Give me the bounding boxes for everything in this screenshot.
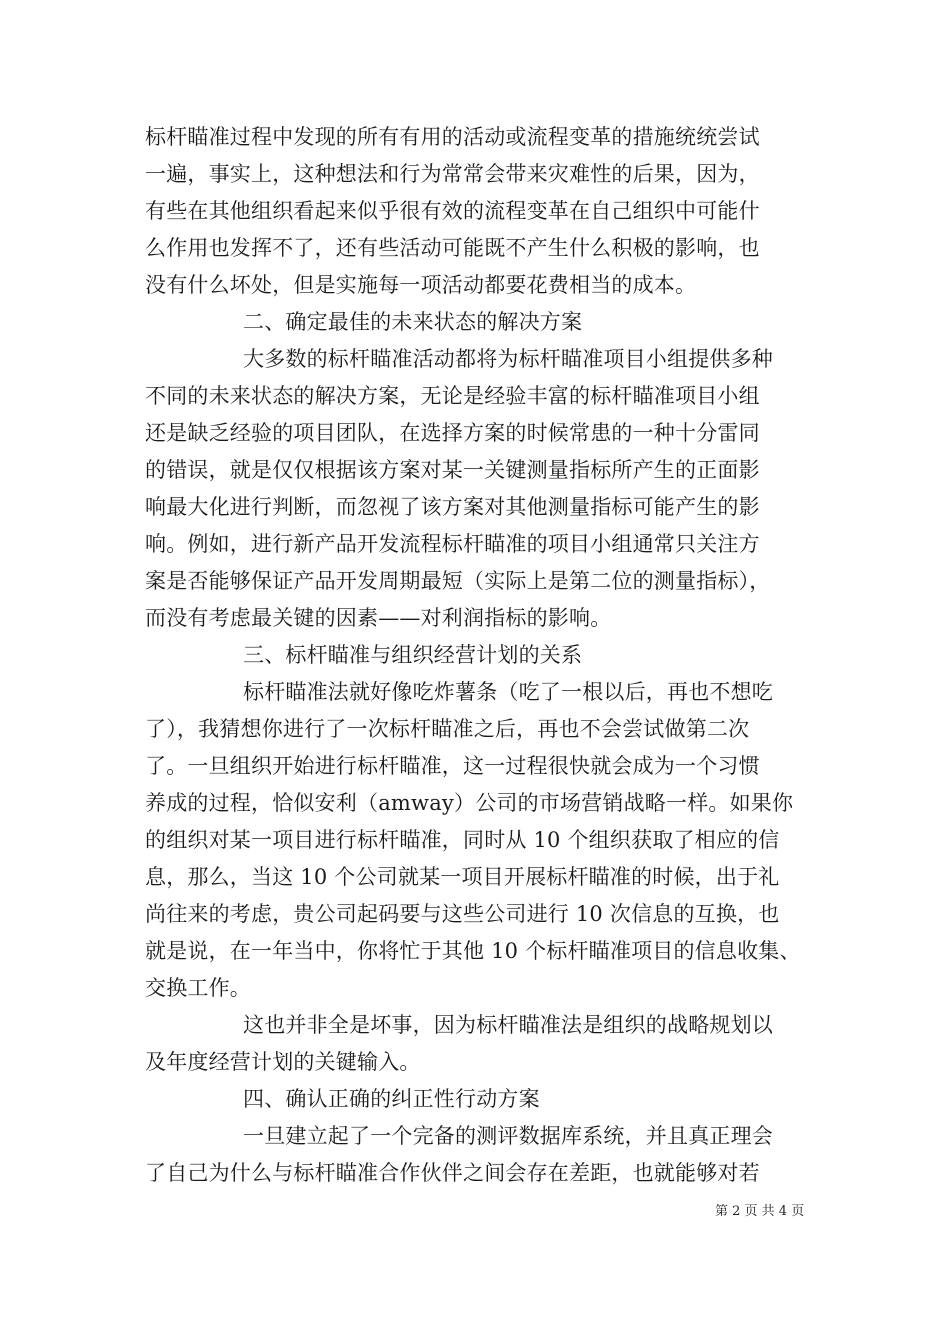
body-text-line: 标杆瞄准法就好像吃炸薯条（吃了一根以后，再也不想吃 [243,680,773,704]
body-text-line: 一旦建立起了一个完备的测评数据库系统，并且真正理会 [243,1124,773,1148]
section-heading-2: 二、确定最佳的未来状态的解决方案 [243,310,583,334]
body-text-line: 响最大化进行判断，而忽视了该方案对其他测量指标可能产生的影 [145,495,760,519]
body-text-line: 息，那么，当这 10 个公司就某一项目开展标杆瞄准的时候，出于礼 [145,865,780,889]
body-text-line: 响。例如，进行新产品开发流程标杆瞄准的项目小组通常只关注方 [145,532,760,556]
body-text-line: 这也并非全是坏事，因为标杆瞄准法是组织的战略规划以 [243,1013,773,1037]
body-text-line: 有些在其他组织看起来似乎很有效的流程变革在自己组织中可能什 [145,199,760,223]
section-heading-3: 三、标杆瞄准与组织经营计划的关系 [243,643,583,667]
body-text-line: 了自己为什么与标杆瞄准合作伙伴之间会存在差距，也就能够对若 [145,1161,760,1185]
body-text-line: 不同的未来状态的解决方案，无论是经验丰富的标杆瞄准项目小组 [145,384,760,408]
body-text-line: 没有什么坏处，但是实施每一项活动都要花费相当的成本。 [145,273,697,297]
body-text-line: 养成的过程，恰似安利（amway）公司的市场营销战略一样。如果你 [145,791,794,815]
body-text-line: 及年度经营计划的关键输入。 [145,1050,421,1074]
body-text-line: 的组织对某一项目进行标杆瞄准，同时从 10 个组织获取了相应的信 [145,828,780,852]
page-number-footer: 第 2 页 共 4 页 [715,1204,805,1219]
body-text-line: 的错误，就是仅仅根据该方案对某一关键测量指标所产生的正面影 [145,458,760,482]
body-text-line: 一遍，事实上，这种想法和行为常常会带来灾难性的后果，因为， [145,162,760,186]
body-text-line: 交换工作。 [145,976,251,1000]
body-text-line: 而没有考虑最关键的因素——对利润指标的影响。 [145,606,612,630]
body-text-line: 么作用也发挥不了，还有些活动可能既不产生什么积极的影响，也 [145,236,760,260]
body-text-line: 还是缺乏经验的项目团队，在选择方案的时候常患的一种十分雷同 [145,421,760,445]
body-text-line: 了。一旦组织开始进行标杆瞄准，这一过程很快就会成为一个习惯 [145,754,760,778]
body-text-line: 标杆瞄准过程中发现的所有有用的活动或流程变革的措施统统尝试 [145,125,760,149]
body-text-line: 案是否能够保证产品开发周期最短（实际上是第二位的测量指标）， [145,569,771,593]
body-text-line: 了），我猜想你进行了一次标杆瞄准之后，再也不会尝试做第二次 [145,717,750,741]
section-heading-4: 四、确认正确的纠正性行动方案 [243,1087,540,1111]
body-text-line: 就是说，在一年当中，你将忙于其他 10 个标杆瞄准项目的信息收集、 [145,939,801,963]
body-text-line: 尚往来的考虑，贵公司起码要与这些公司进行 10 次信息的互换，也 [145,902,780,926]
body-text-line: 大多数的标杆瞄准活动都将为标杆瞄准项目小组提供多种 [243,347,773,371]
